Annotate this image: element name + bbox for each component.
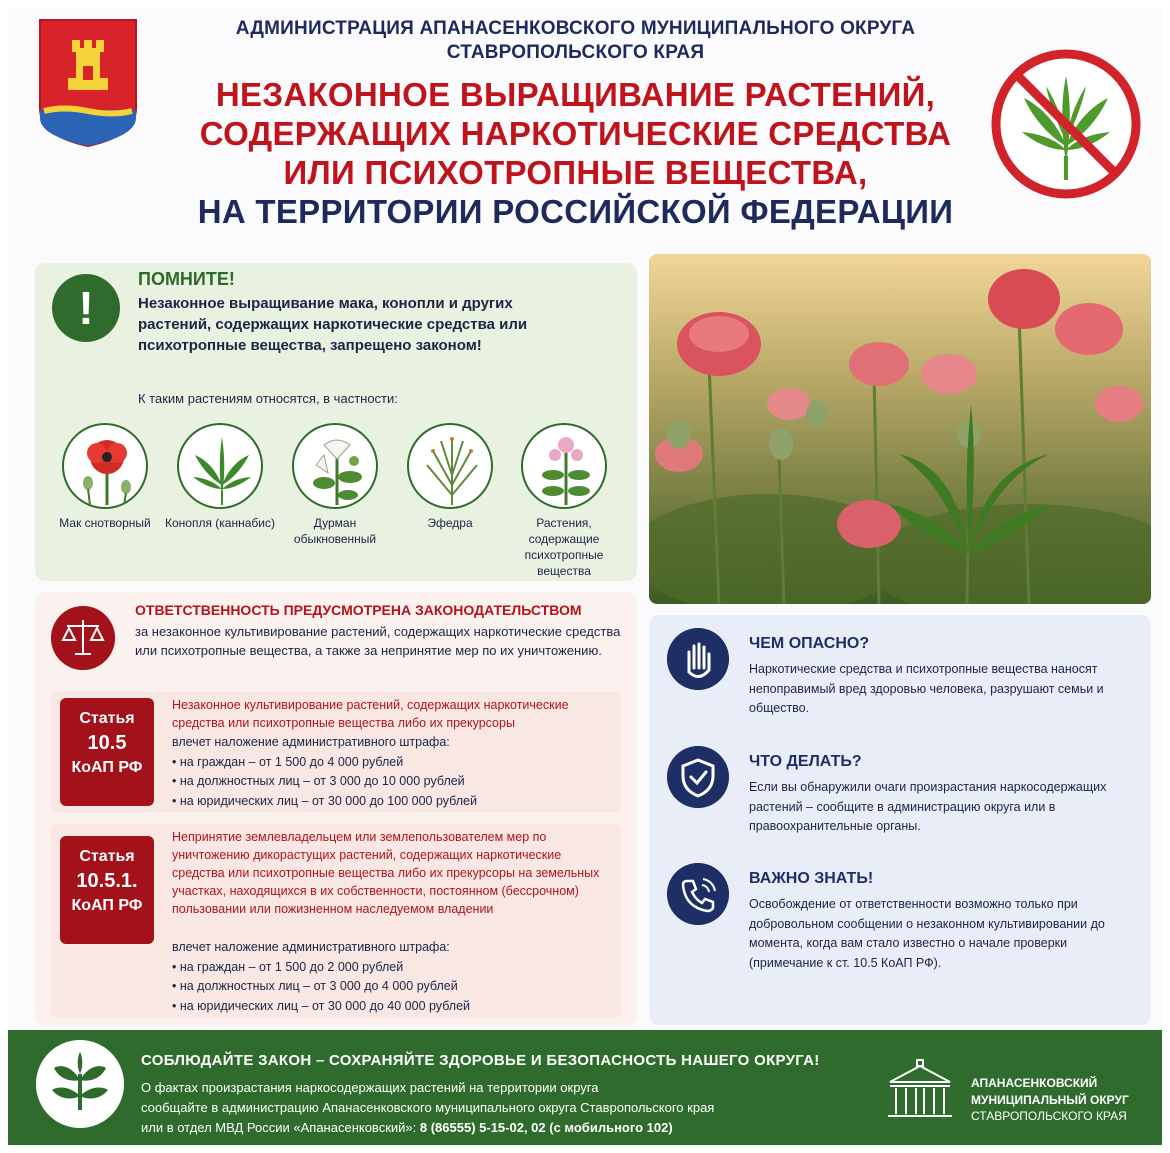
info-title-danger: ЧЕМ ОПАСНО? — [749, 635, 870, 652]
stop-hand-icon — [667, 628, 729, 690]
exclamation-icon: ! — [52, 274, 120, 342]
plant-ephedra — [395, 423, 505, 531]
article-heading: Непринятие землевладельцем или землепользователем мер по уничтожению дикорастущих растений, содержащих наркотические средства или психотропные вещества либо их прекурсоры на земельных участках, находящихся в их собственности, постоянном (бессрочном) пользовании или пожизненном наследуемом владении — [172, 830, 600, 916]
footer-org-name — [971, 1075, 1129, 1109]
penalty-item: • на граждан – от 1 500 до 4 000 рублей — [172, 753, 617, 773]
info-panel — [649, 615, 1151, 1025]
phone-icon — [667, 863, 729, 925]
footer-title: СОБЛЮДАЙТЕ ЗАКОН – СОХРАНЯЙТЕ ЗДОРОВЬЕ И БЕЗОПАСНОСТЬ НАШЕГО ОКРУГА! — [141, 1052, 820, 1069]
article-badge-number: 10.5 — [87, 732, 127, 754]
psychotropic-plant-icon — [523, 425, 607, 509]
shield-check-icon — [667, 746, 729, 808]
sprout-icon — [36, 1040, 124, 1128]
plant-label-cannabis: Конопля (каннабис) — [165, 516, 275, 530]
penalty-item: • на юридических лиц – от 30 000 до 40 000 рублей — [172, 997, 617, 1017]
article-heading: Незаконное культивирование растений, содержащих наркотические средства или психотропные вещества либо их прекурсоры — [172, 698, 569, 730]
footer-text — [141, 1078, 781, 1138]
building-icon — [884, 1058, 956, 1122]
penalty-item: • на должностных лиц – от 3 000 до 10 000 рублей — [172, 772, 617, 792]
article-badge-number: 10.5.1. — [76, 870, 138, 892]
footer-org-line1: АПАНАСЕНКОВСКИЙ — [971, 1076, 1098, 1090]
info-title-action: ЧТО ДЕЛАТЬ? — [749, 753, 862, 770]
info-text-action: Если вы обнаружили очаги произрастания наркосодержащих растений – сообщите в администрацию округа или в правоохранительные органы. — [749, 780, 1107, 833]
title-line-3: ИЛИ ПСИХОТРОПНЫЕ ВЕЩЕСТВА, — [283, 154, 868, 191]
responsibility-title: ОТВЕТСТВЕННОСТЬ ПРЕДУСМОТРЕНА ЗАКОНОДАТЕЛЬСТВОМ — [135, 602, 582, 618]
admin-name-line1: АДМИНИСТРАЦИЯ АПАНАСЕНКОВСКОГО МУНИЦИПАЛЬНОГО ОКРУГА — [235, 18, 916, 39]
article-badge-code: КоАП РФ — [71, 897, 143, 914]
info-title-important: ВАЖНО ЗНАТЬ! — [749, 870, 874, 887]
article-card-10-5 — [51, 692, 621, 812]
penalty-item: • на юридических лиц – от 30 000 до 100 000 рублей — [172, 792, 617, 812]
title-line-4: НА ТЕРРИТОРИИ РОССИЙСКОЙ ФЕДЕРАЦИИ — [197, 193, 954, 230]
article-penalties — [172, 938, 617, 1016]
poster — [8, 8, 1162, 1145]
plant-label-psychotropic: Растения, содержащие психотропные вещества — [524, 516, 604, 578]
title-line-1: НЕЗАКОННОЕ ВЫРАЩИВАНИЕ РАСТЕНИЙ, — [215, 76, 936, 113]
scales-icon — [51, 606, 115, 670]
plant-psychotropic — [509, 423, 619, 579]
ephedra-icon — [409, 425, 493, 509]
plant-cannabis — [165, 423, 275, 531]
footer-org-region: СТАВРОПОЛЬСКОГО КРАЯ — [971, 1109, 1127, 1123]
footer-banner — [8, 1030, 1162, 1145]
remember-text: Незаконное выращивание мака, конопли и других растений, содержащих наркотические средства или психотропные вещества, запрещено законом! — [138, 295, 528, 354]
article-badge-10-5-1 — [60, 836, 154, 944]
article-badge-line1: Статья — [79, 848, 135, 865]
article-badge-code: КоАП РФ — [71, 759, 143, 776]
plant-datura — [280, 423, 390, 547]
datura-icon — [294, 425, 378, 509]
footer-line-2: сообщайте в администрацию Апанасенковского муниципального округа Ставропольского края — [141, 1100, 715, 1115]
plant-label-ephedra: Эфедра — [427, 516, 473, 530]
article-badge-line1: Статья — [79, 710, 135, 727]
plant-poppy — [50, 423, 160, 531]
responsibility-panel — [35, 592, 637, 1026]
remember-panel — [35, 263, 637, 581]
article-penalties — [172, 733, 617, 811]
info-text-danger: Наркотические средства и психотропные вещества наносят непоправимый вред здоровью человека, разрушают семьи и общество. — [749, 662, 1104, 715]
remember-subtitle: К таким растениям относятся, в частности: — [138, 391, 398, 406]
article-card-10-5-1 — [51, 824, 621, 1018]
penalty-item: • на должностных лиц – от 3 000 до 4 000 рублей — [172, 977, 617, 997]
footer-line-1: О фактах произрастания наркосодержащих растений на территории округа — [141, 1080, 599, 1095]
penalty-intro: влечет наложение административного штрафа: — [172, 940, 450, 954]
poppy-field-photo — [649, 254, 1151, 604]
cannabis-icon — [179, 425, 263, 509]
admin-name-line2: СТАВРОПОЛЬСКОГО КРАЯ — [446, 42, 705, 63]
plant-label-poppy: Мак снотворный — [59, 516, 151, 530]
footer-org-line2: МУНИЦИПАЛЬНЫЙ ОКРУГ — [971, 1093, 1129, 1107]
plant-label-datura: Дурман обыкновенный — [293, 516, 377, 546]
poppy-icon — [64, 425, 148, 509]
penalty-intro: влечет наложение административного штрафа: — [172, 735, 450, 749]
article-badge-10-5 — [60, 698, 154, 806]
title-line-2: СОДЕРЖАЩИХ НАРКОТИЧЕСКИЕ СРЕДСТВА — [199, 115, 952, 152]
penalty-item: • на граждан – от 1 500 до 2 000 рублей — [172, 958, 617, 978]
footer-police-label: или в отдел МВД России «Апанасенковский»: — [141, 1120, 417, 1135]
footer-phone: 8 (86555) 5-15-02, 02 (с мобильного 102) — [419, 1120, 673, 1135]
no-cannabis-icon — [988, 46, 1144, 202]
responsibility-text: за незаконное культивирование растений, содержащих наркотические средства или психотропные вещества, а также за непринятие мер по их уничтожению. — [135, 624, 621, 658]
coat-of-arms-icon — [38, 18, 138, 148]
footer-line-3 — [141, 1118, 781, 1138]
info-text-important: Освобождение от ответственности возможно только при добровольном сообщении о незаконном культивировании до момента, когда вам стало известно о начале проверки (примечание к ст. 10.5 КоАП РФ). — [749, 897, 1105, 970]
remember-title: ПОМНИТЕ! — [138, 269, 235, 289]
